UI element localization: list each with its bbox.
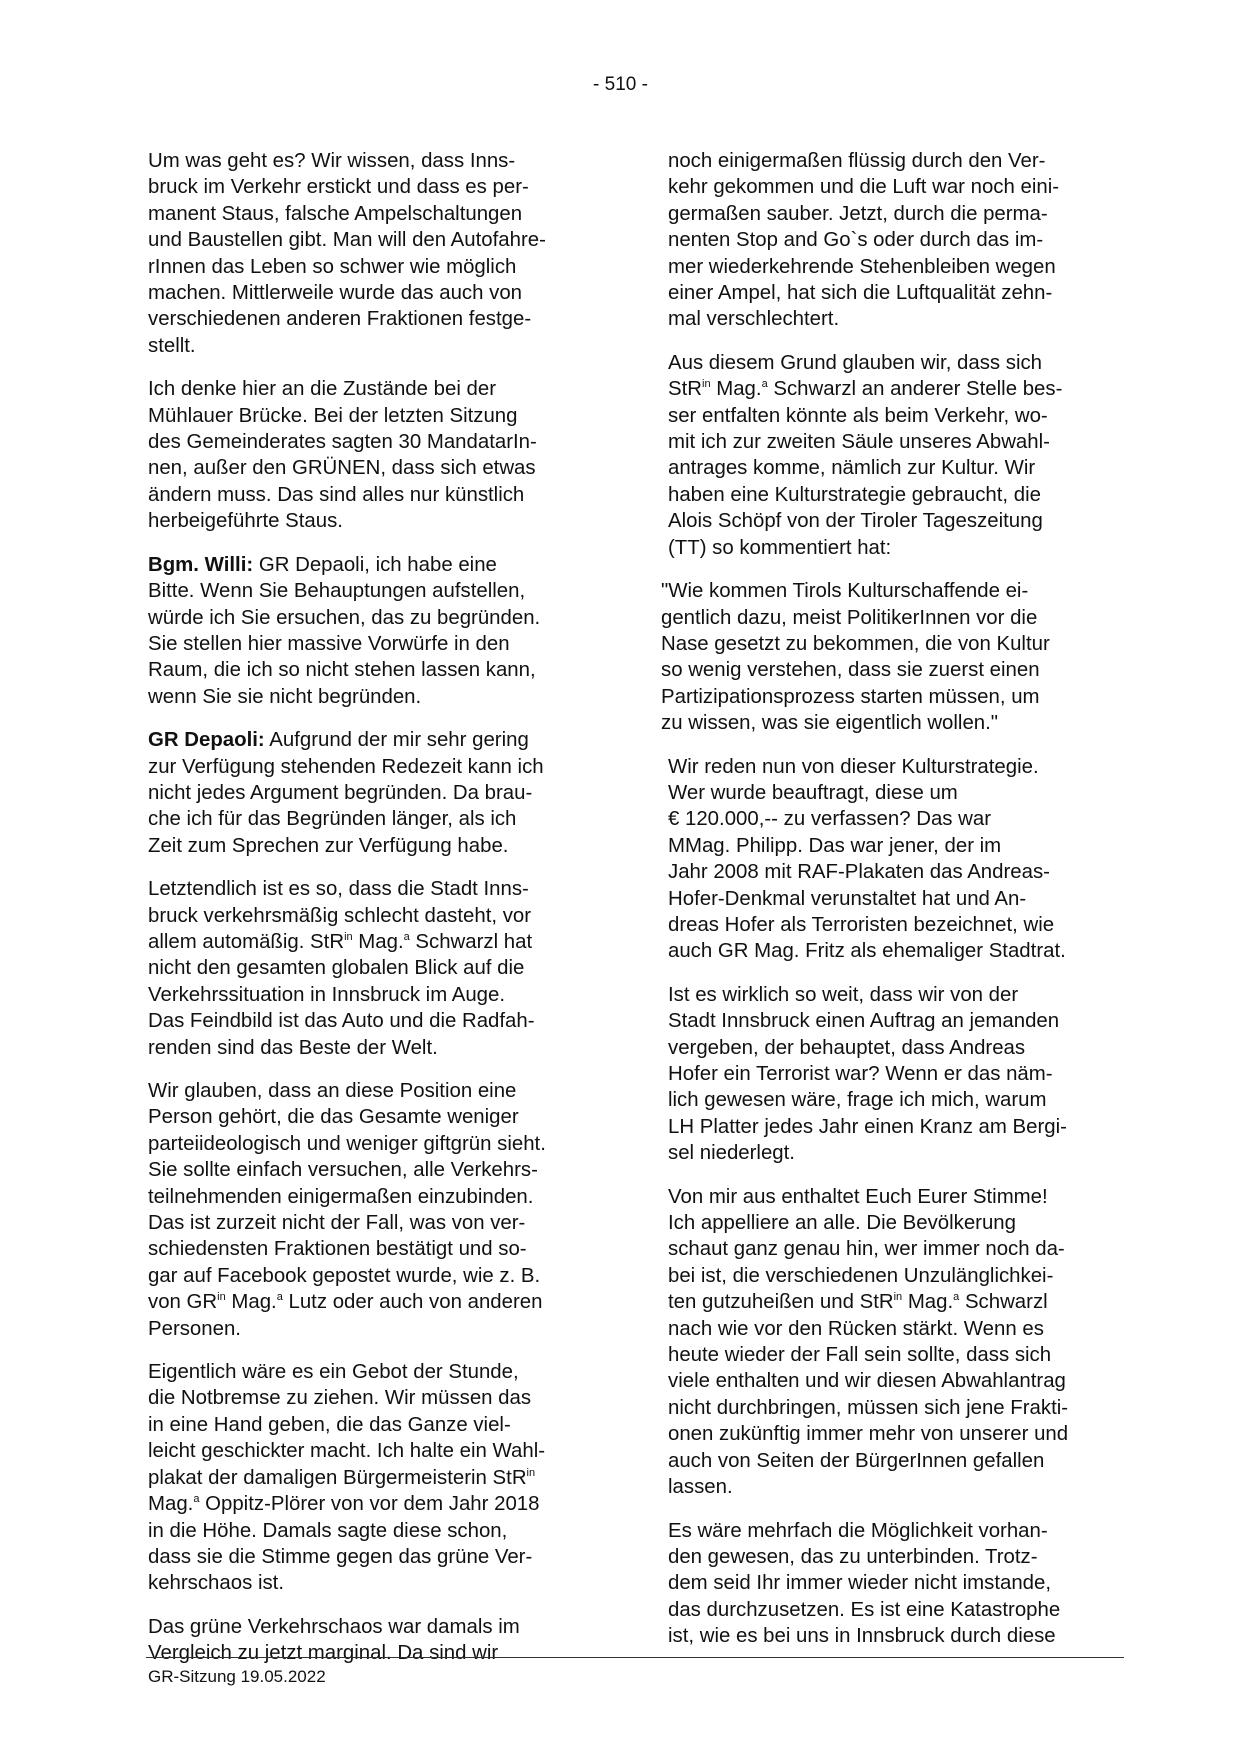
- paragraph: [148, 1359, 598, 1597]
- text-line: [148, 552, 598, 578]
- text-fragment: Schwarzl: [959, 1291, 1048, 1314]
- speaker-paragraph: [148, 727, 598, 859]
- text-line: lassen.: [668, 1476, 733, 1499]
- text-line: machen. Mittlerweile wurde das auch von: [148, 282, 523, 305]
- paragraph: [668, 1184, 1120, 1501]
- text-line: mal verschlechtert.: [668, 308, 840, 331]
- text-line: Bitte. Wenn Sie Behauptungen aufstellen,: [148, 580, 526, 603]
- superscript: in: [893, 1291, 903, 1304]
- text-line: verschiedenen anderen Fraktionen festge-: [148, 308, 532, 331]
- text-line: Eigentlich wäre es ein Gebot der Stunde,: [148, 1361, 519, 1384]
- text-line: Wir reden nun von dieser Kulturstrategie.: [668, 755, 1039, 778]
- paragraph: [668, 350, 1120, 561]
- text-line: bruck im Verkehr erstickt und dass es per-: [148, 176, 529, 199]
- text-line: rInnen das Leben so schwer wie möglich: [148, 255, 517, 278]
- text-line: zu wissen, was sie eigentlich wollen.": [661, 712, 999, 735]
- text-line: Zeit zum Sprechen zur Verfügung habe.: [148, 834, 509, 857]
- paragraph: [668, 1518, 1120, 1650]
- paragraph: [148, 1614, 598, 1667]
- text-line: Mühlauer Brücke. Bei der letzten Sitzung: [148, 404, 518, 427]
- text-line: germaßen sauber. Jetzt, durch die perma-: [668, 202, 1048, 225]
- text-line: Wer wurde beauftragt, diese um: [668, 781, 958, 804]
- text-line: [148, 1465, 598, 1491]
- text-line: die Notbremse zu ziehen. Wir müssen das: [148, 1387, 532, 1410]
- text-line: Hofer-Denkmal verunstaltet hat und An-: [668, 887, 1027, 910]
- text-line: nicht den gesamten globalen Blick auf die: [148, 957, 525, 980]
- text-line: Personen.: [148, 1317, 241, 1340]
- text-line: bruck verkehrsmäßig schlecht dasteht, vor: [148, 904, 532, 927]
- text-line: Person gehört, die das Gesamte weniger: [148, 1106, 519, 1129]
- text-line: auch GR Mag. Fritz als ehemaliger Stadtrat.: [668, 940, 1066, 963]
- text-fragment: Mag.: [902, 1291, 954, 1314]
- footer-session-date: GR-Sitzung 19.05.2022: [148, 1667, 326, 1686]
- text-line: Um was geht es? Wir wissen, dass Inns-: [148, 150, 516, 172]
- text-line: des Gemeinderates sagten 30 MandatarIn-: [148, 431, 537, 454]
- text-line: schiedensten Fraktionen bestätigt und so-: [148, 1238, 527, 1261]
- paragraph: [668, 754, 1120, 965]
- speaker-name: Bgm. Willi:: [148, 553, 254, 576]
- text-line: [668, 376, 1120, 402]
- text-fragment: Schwarzl an anderer Stelle bes-: [767, 378, 1063, 401]
- speaker-paragraph: [148, 552, 598, 710]
- superscript: in: [344, 930, 353, 943]
- text-line: sel niederlegt.: [668, 1142, 795, 1165]
- text-line: nach wie vor den Rücken stärkt. Wenn es: [668, 1317, 1044, 1340]
- text-line: ser entfalten könnte als beim Verkehr, wo-: [668, 404, 1048, 427]
- text-line: [148, 727, 598, 753]
- text-line: zur Verfügung stehenden Redezeit kann ich: [148, 755, 544, 778]
- text-line: che ich für das Begründen länger, als ich: [148, 808, 517, 831]
- text-line: kehr gekommen und die Luft war noch eini-: [668, 176, 1060, 199]
- text-fragment: Aufgrund der mir sehr gering: [264, 729, 529, 752]
- text-line: Stadt Innsbruck einen Auftrag an jemanden: [668, 1010, 1060, 1033]
- text-line: antrages komme, nämlich zur Kultur. Wir: [668, 457, 1036, 480]
- text-fragment: Mag.: [710, 378, 762, 401]
- text-line: würde ich Sie ersuchen, das zu begründen.: [148, 606, 541, 629]
- text-line: Das grüne Verkehrschaos war damals im: [148, 1615, 520, 1638]
- text-line: dreas Hofer als Terroristen bezeichnet, wie: [668, 913, 1055, 936]
- text-line: manent Staus, falsche Ampelschaltungen: [148, 202, 523, 225]
- text-fragment: Oppitz-Plörer von vor dem Jahr 2018: [199, 1493, 540, 1516]
- text-fragment: Mag.: [352, 930, 404, 953]
- text-line: ändern muss. Das sind alles nur künstlich: [148, 483, 525, 506]
- left-column: [148, 148, 598, 1684]
- text-line: viele enthalten und wir diesen Abwahlantrag: [668, 1370, 1066, 1393]
- text-line: in die Höhe. Damals sagte diese schon,: [148, 1519, 508, 1542]
- page-number: - 510 -: [593, 74, 648, 95]
- text-line: renden sind das Beste der Welt.: [148, 1036, 438, 1059]
- text-line: LH Platter jedes Jahr einen Kranz am Bergi-: [668, 1115, 1067, 1138]
- text-line: heute wieder der Fall sein sollte, dass sich: [668, 1344, 1052, 1367]
- text-line: vergeben, der behauptet, dass Andreas: [668, 1036, 1026, 1059]
- text-line: kehrschaos ist.: [148, 1572, 284, 1595]
- text-line: noch einigermaßen flüssig durch den Ver-: [668, 150, 1046, 172]
- footer-divider: [146, 1657, 1124, 1658]
- text-line: so wenig verstehen, dass sie zuerst einen: [661, 659, 1040, 682]
- text-line: Raum, die ich so nicht stehen lassen kann,: [148, 659, 536, 682]
- text-line: Sie sollte einfach versuchen, alle Verkehrs-: [148, 1159, 538, 1182]
- text-line: Das Feindbild ist das Auto und die Radfah-: [148, 1010, 535, 1033]
- text-fragment: Lutz oder auch von anderen: [282, 1291, 543, 1314]
- text-fragment: Schwarzl hat: [409, 930, 533, 953]
- text-line: gar auf Facebook gepostet wurde, wie z. B.: [148, 1264, 541, 1287]
- text-line: schaut ganz genau hin, wer immer noch da-: [668, 1238, 1065, 1261]
- text-line: nicht jedes Argument begründen. Da brau-: [148, 781, 533, 804]
- superscript: a: [403, 930, 410, 943]
- text-line: [148, 1289, 598, 1315]
- text-line: Aus diesem Grund glauben wir, dass sich: [668, 351, 1043, 374]
- superscript: in: [702, 378, 711, 391]
- text-line: nenten Stop and Go`s oder durch das im-: [668, 229, 1044, 252]
- text-line: onen zukünftig immer mehr von unserer und: [668, 1423, 1069, 1446]
- text-fragment: allem automäßig. StR: [148, 930, 345, 953]
- quotation: [661, 578, 1120, 736]
- text-fragment: Mag.: [225, 1291, 277, 1314]
- superscript: in: [526, 1466, 536, 1479]
- paragraph: [148, 1078, 598, 1342]
- text-line: Alois Schöpf von der Tiroler Tageszeitung: [668, 510, 1043, 533]
- text-fragment: plakat der damaligen Bürgermeisterin StR: [148, 1466, 527, 1489]
- text-line: Das ist zurzeit nicht der Fall, was von ver-: [148, 1212, 526, 1235]
- paragraph: [668, 148, 1120, 333]
- text-line: Ich appelliere an alle. Die Bevölkerung: [668, 1212, 1016, 1235]
- text-line: [148, 1491, 598, 1517]
- text-line: (TT) so kommentiert hat:: [668, 536, 892, 559]
- superscript: a: [761, 378, 768, 391]
- text-line: mer wiederkehrende Stehenbleiben wegen: [668, 255, 1056, 278]
- text-line: wenn Sie sie nicht begründen.: [148, 685, 422, 708]
- text-line: dass sie die Stimme gegen das grüne Ver-: [148, 1545, 533, 1568]
- superscript: a: [953, 1291, 960, 1304]
- text-line: Wir glauben, dass an diese Position eine: [148, 1080, 517, 1102]
- text-fragment: ten gutzuheißen und StR: [668, 1291, 894, 1314]
- text-line: das durchzusetzen. Es ist eine Katastrophe: [668, 1598, 1061, 1621]
- text-line: Hofer ein Terrorist war? Wenn er das näm-: [668, 1063, 1053, 1085]
- text-line: nen, außer den GRÜNEN, dass sich etwas: [148, 457, 536, 480]
- speaker-name: GR Depaoli:: [148, 729, 265, 752]
- text-line: gentlich dazu, meist PolitikerInnen vor die: [661, 606, 1038, 629]
- text-line: Letztendlich ist es so, dass die Stadt Inns-: [148, 878, 529, 901]
- text-line: MMag. Philipp. Das war jener, der im: [668, 834, 1002, 857]
- paragraph: [148, 876, 598, 1061]
- text-line: dem seid Ihr immer wieder nicht imstande,: [668, 1572, 1052, 1595]
- text-line: ist, wie es bei uns in Innsbruck durch diese: [668, 1625, 1056, 1648]
- text-line: Partizipationsprozess starten müssen, um: [661, 685, 1040, 708]
- text-line: lich gewesen wäre, frage ich mich, warum: [668, 1089, 1047, 1112]
- text-line: Jahr 2008 mit RAF-Plakaten das Andreas-: [668, 861, 1050, 884]
- paragraph: [148, 376, 598, 534]
- text-fragment: GR Depaoli, ich habe eine: [253, 553, 497, 576]
- text-line: stellt.: [148, 334, 196, 357]
- text-line: herbeigeführte Staus.: [148, 510, 343, 533]
- text-line: [668, 1289, 1120, 1315]
- paragraph: [148, 148, 598, 359]
- text-line: und Baustellen gibt. Man will den Autofahre-: [148, 229, 546, 252]
- superscript: a: [276, 1291, 283, 1304]
- text-line: teilnehmenden einigermaßen einzubinden.: [148, 1185, 534, 1208]
- text-fragment: Mag.: [148, 1493, 194, 1516]
- right-column: [661, 148, 1120, 1667]
- text-line: den gewesen, das zu unterbinden. Trotz-: [668, 1545, 1038, 1568]
- text-line: [148, 929, 598, 955]
- text-line: Sie stellen hier massive Vorwürfe in den: [148, 632, 510, 655]
- text-line: nicht durchbringen, müssen sich jene Frakti-: [668, 1396, 1069, 1419]
- superscript: in: [217, 1291, 226, 1304]
- text-line: parteiideologisch und weniger giftgrün sieht.: [148, 1132, 546, 1155]
- text-line: mit ich zur zweiten Säule unseres Abwahl-: [668, 431, 1050, 454]
- text-line: bei ist, die verschiedenen Unzulänglichkei-: [668, 1264, 1054, 1287]
- text-line: einer Ampel, hat sich die Luftqualität zehn-: [668, 282, 1053, 305]
- text-line: Von mir aus enthaltet Euch Eurer Stimme!: [668, 1185, 1048, 1208]
- text-line: Verkehrssituation in Innsbruck im Auge.: [148, 983, 506, 1006]
- text-line: € 120.000,-- zu verfassen? Das war: [668, 808, 992, 831]
- text-line: "Wie kommen Tirols Kulturschaffende ei-: [661, 580, 1029, 603]
- superscript: a: [193, 1493, 200, 1506]
- text-line: Ist es wirklich so weit, dass wir von der: [668, 983, 1019, 1006]
- text-line: leicht geschickter macht. Ich halte ein Wahl-: [148, 1440, 546, 1463]
- text-line: Ich denke hier an die Zustände bei der: [148, 378, 497, 401]
- text-line: Vergleich zu jetzt marginal. Da sind wir: [148, 1642, 499, 1665]
- text-line: auch von Seiten der BürgerInnen gefallen: [668, 1449, 1045, 1472]
- text-line: in eine Hand geben, die das Ganze viel-: [148, 1413, 511, 1436]
- text-line: Es wäre mehrfach die Möglichkeit vorhan-: [668, 1519, 1048, 1542]
- text-line: haben eine Kulturstrategie gebraucht, die: [668, 483, 1041, 506]
- paragraph: [668, 982, 1120, 1167]
- text-line: Nase gesetzt zu bekommen, die von Kultur: [661, 632, 1050, 655]
- text-fragment: StR: [668, 378, 702, 401]
- text-fragment: von GR: [148, 1291, 218, 1314]
